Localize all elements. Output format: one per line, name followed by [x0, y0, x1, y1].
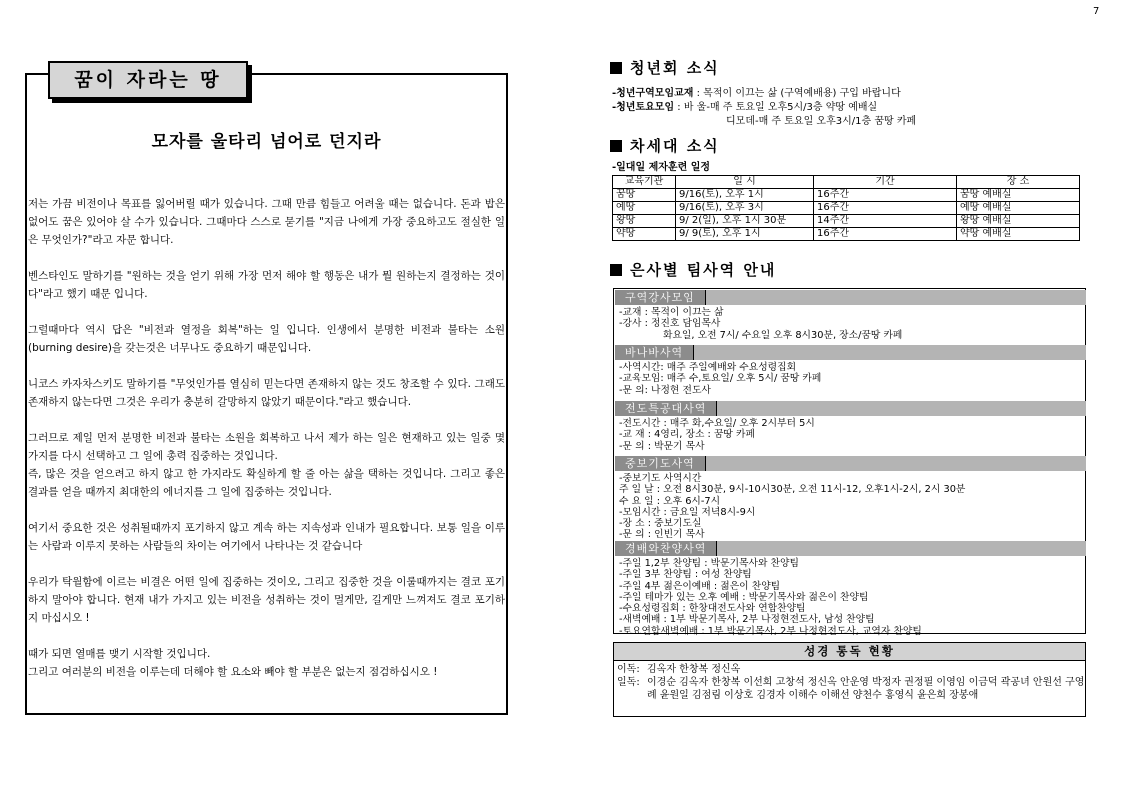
box-title: 꿈이 자라는 땅	[48, 61, 248, 99]
table-header: 기간	[814, 176, 957, 189]
bible-row	[617, 676, 1085, 702]
section-tab: 경배와찬양사역	[615, 541, 717, 556]
section-line: -전도시간 : 매주 화,수요일/ 오후 2시부터 5시	[619, 418, 815, 429]
square-bullet-icon	[610, 140, 622, 152]
section-body	[615, 305, 1086, 341]
essay-body	[28, 195, 505, 681]
table-cell: 왕땅 예배실	[957, 215, 1080, 228]
page-number: 7	[1093, 6, 1100, 17]
section-line: -문 의: 나정현 전도사	[619, 384, 711, 396]
bible-row-names: 이경순 김옥자 한창복 이선희 고창석 정신옥 안운영 박정자 권정필 이영임 이금덕 곽공녀 안원선 구영례 윤원일 김점림 이상호 김경자 이해수 이해선 양천수 홍영식 윤은희 장봉애	[647, 677, 1085, 701]
training-schedule-table	[612, 175, 1080, 241]
section-tab: 바나바사역	[615, 345, 694, 360]
section-line: -교 재 : 4영리, 장소 : 꿈땅 카페	[619, 429, 755, 441]
essay-heading: 모자를 울타리 넘어로 던지라	[151, 132, 382, 152]
section-line: -토요연합새벽예배 : 1부 박문기목사, 2부 나정현전도사, 교역자 찬양팀	[619, 625, 922, 637]
bible-reading-body	[614, 661, 1085, 702]
youth-heading: 청년회 소식	[610, 57, 720, 78]
section-line: -교재 : 목적이 이끄는 삶	[619, 307, 724, 318]
table-row	[613, 202, 1080, 215]
section-line: -주일 1,2부 찬양팀 : 박문기목사와 찬양팀	[619, 558, 799, 569]
section-bar	[615, 456, 1086, 471]
bible-reading-box	[613, 642, 1086, 717]
section-line: -주일 테마가 있는 오후 예배 : 박문기목사와 젊은이 찬양팀	[619, 591, 869, 603]
table-row	[613, 228, 1080, 241]
table-cell: 꿈땅	[613, 189, 676, 202]
ministry-section	[615, 401, 1086, 452]
section-tab: 구역강사모임	[615, 290, 706, 305]
section-line: -교육모임: 매주 수,토요일/ 오후 5시/ 꿈땅 카페	[619, 373, 822, 385]
section-line: -사역시간: 매주 주일예배와 수요성령집회	[619, 362, 797, 373]
essay-paragraph: 여기서 중요한 것은 성취될때까지 포기하지 않고 계속 하는 지속성과 인내가 필요합니다. 보통 일을 이루는 사람과 이루지 못하는 사람들의 차이는 여기에서 나타나는 것 같습니다	[28, 522, 505, 552]
essay-paragraph: 니코스 카자차스키도 말하기를 "무엇인가를 열심히 믿는다면 존재하지 않는 것도 창조할 수 있다. 그래도 존재하지 않는다면 그것은 우리가 충분히 갈망하지 않았기 때문이다."라고 했습니다.	[28, 378, 505, 408]
table-cell: 예땅	[613, 202, 676, 215]
section-bar	[615, 290, 1086, 305]
essay-paragraph: 우리가 탁월함에 이르는 비결은 어떤 일에 집중하는 것이오, 그리고 집중한 것을 이룰때까지는 결코 포기하지 말아야 합니다. 현재 내가 가지고 있는 비전을 성취하는 것이 멀게만, 길게만 느껴져도 결코 포기하지 마십시오 !	[28, 576, 505, 624]
essay-paragraph: 때가 되면 열매를 맺기 시작할 것입니다.	[28, 648, 211, 660]
section-line: -장 소 : 중보기도실	[619, 518, 702, 530]
table-cell: 9/16(토), 오후 3시	[676, 202, 814, 215]
bible-row	[617, 663, 1085, 676]
table-cell: 왕땅	[613, 215, 676, 228]
essay-paragraph: 그러므로 제일 먼저 분명한 비전과 불타는 소원을 회복하고 나서 제가 하는 일은 현재하고 있는 일중 몇 가지를 다시 선택하고 그 일에 총력 집중하는 것입니다.	[28, 432, 505, 462]
table-cell: 14주간	[814, 215, 957, 228]
section-body	[615, 556, 1086, 637]
section-body	[615, 471, 1086, 541]
table-cell: 9/ 9(토), 오후 1시	[676, 228, 814, 241]
table-cell: 약땅 예배실	[957, 228, 1080, 241]
table-header-row	[613, 176, 1080, 189]
section-line: -수요성령집회 : 한창대전도사와 연합찬양팀	[619, 603, 806, 615]
essay-paragraph: 저는 가끔 비전이나 목표를 잃어버릴 때가 있습니다. 그때 만큼 힘들고 어려울 때는 없습니다. 돈과 밥은 없어도 꿈은 있어야 살 수가 있습니다. 그때마다 스스로 묻기를 "지금 나에게 가장 중요하고도 절실한 일은 무엇인가?"라고 자문 합니다.	[28, 198, 505, 246]
table-cell: 9/16(토), 오후 1시	[676, 189, 814, 202]
essay-paragraph: 그럴때마다 역시 답은 "비전과 열정을 회복"하는 일 입니다. 인생에서 분명한 비전과 불타는 소원(burning desire)을 갖는것은 너무나도 중요하기 때문입니다.	[28, 324, 505, 354]
section-bar	[615, 541, 1086, 556]
table-cell: 16주간	[814, 189, 957, 202]
section-line: 화요일, 오전 7시/ 수요일 오후 8시30분, 장소/꿈땅 카페	[663, 329, 903, 341]
youth-line: 디모데-매 주 토요일 오후3시/1층 꿈땅 카페	[726, 116, 917, 127]
section-line: 주 일 날 : 오전 8시30분, 9시-10시30분, 오전 11시-12, 오후1시-2시, 2시 30분	[619, 484, 966, 496]
essay-paragraph: 그리고 여러분의 비전을 이루는데 더해야 할 요소와 빼야 할 부분은 없는지 점검하십시오 !	[28, 666, 438, 678]
bible-row-names: 김옥자 한창복 정신옥	[647, 664, 741, 675]
bible-reading-title: 성경 통독 현황	[614, 643, 1085, 661]
ministry-section	[615, 345, 1086, 396]
table-row	[613, 189, 1080, 202]
youth-line: -청년구역모임교재 : 목적이 이끄는 삶 (구역예배용) 구입 바랍니다	[612, 88, 901, 99]
section-line: -문 의 : 박문기 목사	[619, 440, 705, 452]
section-tab: 전도특공대사역	[615, 401, 717, 416]
table-cell: 약땅	[613, 228, 676, 241]
section-line: 수 요 일 : 오후 6시-7시	[619, 495, 721, 507]
table-cell: 16주간	[814, 202, 957, 215]
table-cell: 9/ 2(일), 오후 1시 30분	[676, 215, 814, 228]
youth-line: -청년토요모임 : 바 울-매 주 토요일 오후5시/3층 약땅 예배실	[612, 102, 878, 113]
table-header: 교육기관	[613, 176, 676, 189]
bible-row-label: 이독:	[617, 664, 640, 675]
section-line: -주일 4부 젊은이예배 : 젊은이 찬양팀	[619, 580, 781, 592]
section-body	[615, 360, 1086, 396]
ministry-heading: 은사별 팀사역 안내	[610, 259, 776, 280]
nextgen-subtitle: -일대일 제자훈련 일정	[612, 162, 711, 173]
section-line: -강사 : 정진호 담임목사	[619, 318, 721, 330]
ministry-section	[615, 541, 1086, 637]
essay-paragraph: 즉, 많은 것을 얻으려고 하지 않고 한 가지라도 확실하게 할 줄 아는 삶을 택하는 것입니다. 그리고 좋은 결과를 얻을 때까지 최대한의 에너지를 그 일에 집중하는 것입니다.	[28, 468, 505, 498]
table-header: 일 시	[676, 176, 814, 189]
table-cell: 16주간	[814, 228, 957, 241]
section-tab: 중보기도사역	[615, 456, 706, 471]
table-cell: 꿈땅 예배실	[957, 189, 1080, 202]
section-bar	[615, 345, 1086, 360]
section-line: -중보기도 사역시간	[619, 473, 702, 484]
section-line: -문 의 : 인빈기 목사	[619, 529, 705, 541]
ministry-section	[615, 456, 1086, 541]
table-row	[613, 215, 1080, 228]
table-header: 장 소	[957, 176, 1080, 189]
bible-row-label: 일독:	[617, 677, 640, 688]
square-bullet-icon	[610, 264, 622, 276]
table-cell: 예땅 예배실	[957, 202, 1080, 215]
ministry-section	[615, 290, 1086, 341]
section-line: -새벽예배 : 1부 박문기목사, 2부 나정현전도사, 남성 찬양팀	[619, 614, 875, 626]
section-line: -모임시간 : 금요일 저녁8시-9시	[619, 506, 756, 518]
section-body	[615, 416, 1086, 452]
nextgen-heading: 차세대 소식	[610, 135, 720, 156]
essay-paragraph: 벤스타인도 말하기를 "원하는 것을 얻기 위해 가장 먼저 해야 할 행동은 내가 뭘 원하는지 결정하는 것이다"라고 했기 때문 입니다.	[28, 270, 505, 300]
section-bar	[615, 401, 1086, 416]
square-bullet-icon	[610, 62, 622, 74]
section-line: -주일 3부 찬양팀 : 여성 찬양팀	[619, 569, 752, 581]
